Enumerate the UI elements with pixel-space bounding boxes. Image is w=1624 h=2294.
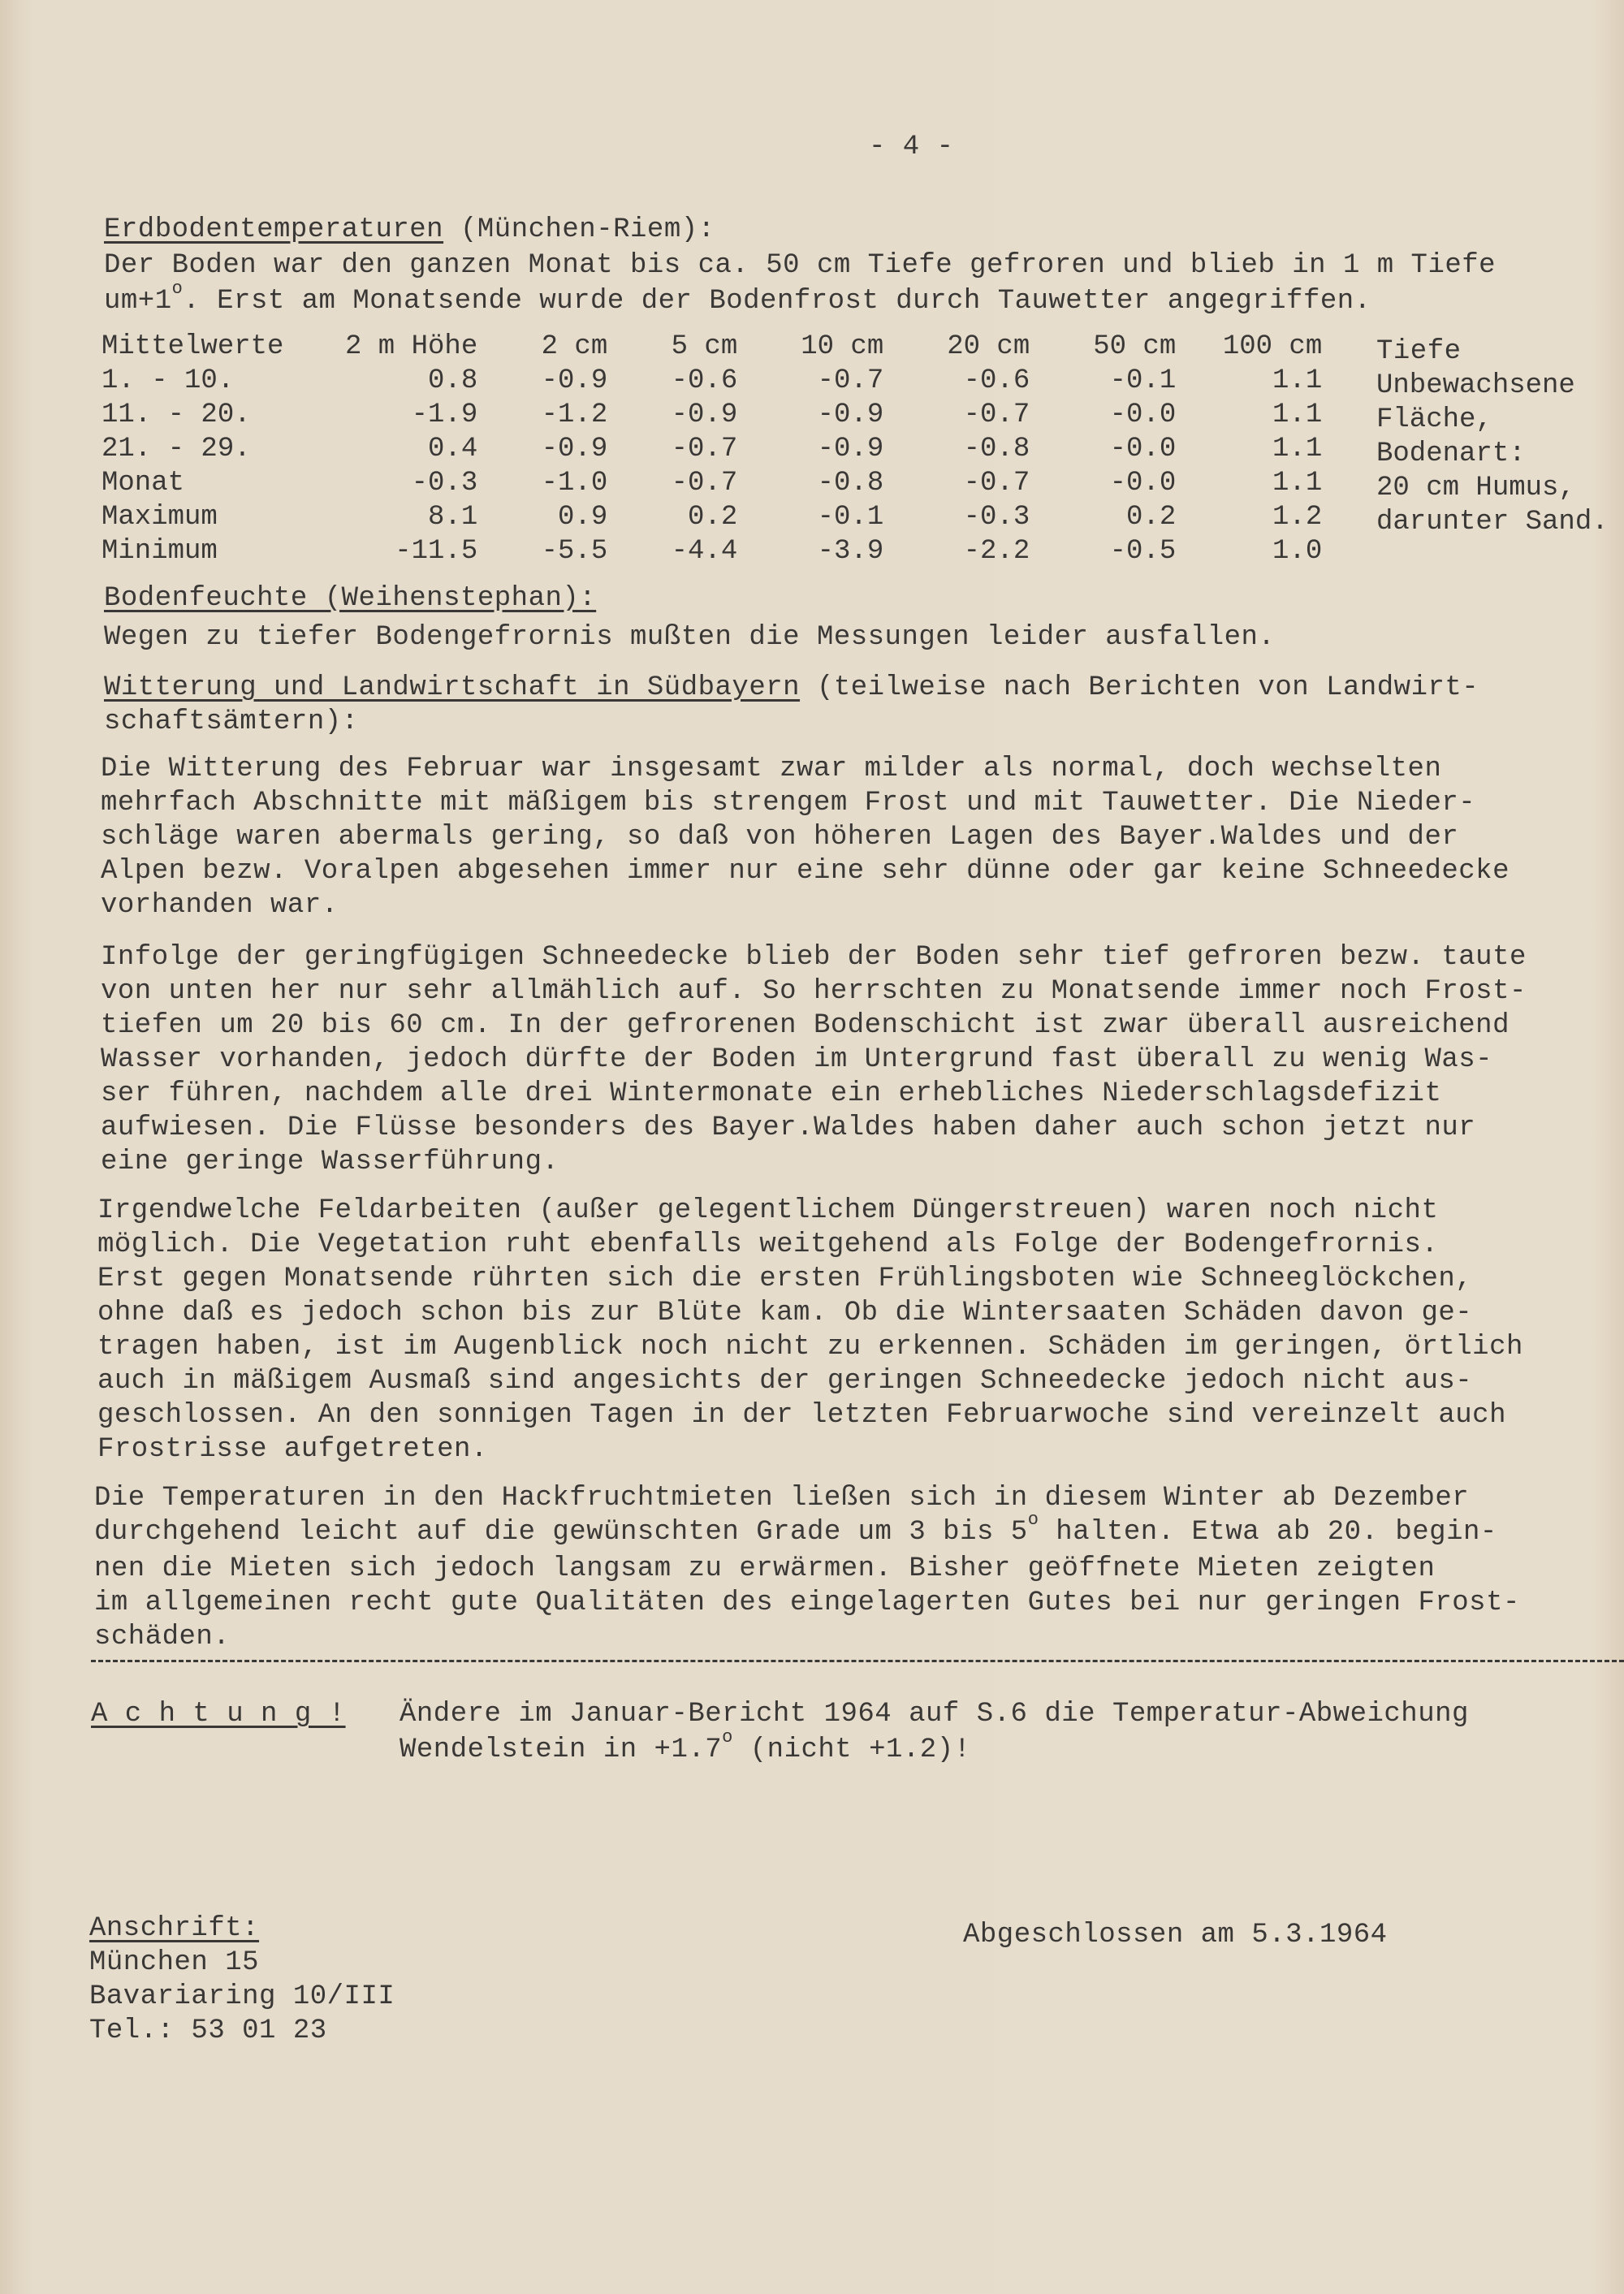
table-cell: -0.1 [1109, 365, 1177, 396]
text-line: tiefen um 20 bis 60 cm. In der gefrorenen Bodenschicht ist zwar überall ausreichend [101, 1010, 1510, 1041]
weather-heading [104, 671, 1479, 705]
table-cell: 0.2 [688, 502, 738, 533]
section-divider [91, 1660, 1624, 1662]
notice-label: A c h t u n g ! [91, 1699, 346, 1730]
text-line: Irgendwelche Feldarbeiten (außer gelegentlichem Düngerstreuen) waren noch nicht [97, 1195, 1439, 1226]
soil-temp-title-suffix: (München-Riem): [460, 214, 715, 245]
text-line: möglich. Die Vegetation ruht ebenfalls weitgehend als Folge der Bodengefrornis. [97, 1229, 1439, 1260]
table-row [102, 400, 1322, 434]
address-label: Anschrift: [89, 1913, 260, 1944]
remark-line: Fläche, [1376, 404, 1492, 435]
table-cell: -0.6 [963, 365, 1030, 396]
soil-temp-heading [104, 213, 715, 247]
row-label: Monat [102, 468, 185, 499]
text-line: Die Temperaturen in den Hackfruchtmieten ließen sich in diesem Winter ab Dezember [94, 1483, 1470, 1514]
table-cell: 0.8 [428, 365, 478, 396]
table-cell: -0.9 [817, 434, 884, 464]
weather-title-suffix: (teilweise nach Berichten von Landwirt- [816, 672, 1479, 703]
table-cell: -1.0 [541, 468, 608, 499]
soil-temp-title: Erdbodentemperaturen [104, 214, 444, 245]
table-cell: 0.4 [428, 434, 478, 464]
table-cell: -3.9 [817, 536, 884, 567]
table-cell: -5.5 [541, 536, 608, 567]
table-cell: -0.3 [963, 502, 1030, 533]
table-header-depth: Tiefe [1376, 336, 1462, 367]
weather-title: Witterung und Landwirtschaft in Südbayern [104, 672, 801, 703]
weather-paragraph-1 [101, 752, 1510, 922]
table-cell: -0.7 [671, 434, 738, 464]
header-cell: 2 m Höhe [345, 331, 478, 362]
table-cell: -0.0 [1109, 400, 1177, 430]
text-line: im allgemeinen recht gute Qualitäten des eingelagerten Gutes bei nur geringen Frost- [94, 1588, 1520, 1618]
intro-2-a: um+1 [104, 286, 172, 317]
table-cell: -0.7 [963, 468, 1030, 499]
table-cell: 1.1 [1272, 365, 1323, 396]
text-line: vorhanden war. [101, 890, 339, 921]
row-label: 21. - 29. [102, 434, 251, 464]
text-line: von unten her nur sehr allmählich auf. So herrschten zu Monatsende immer noch Frost- [101, 976, 1527, 1007]
table-cell: 1.0 [1272, 536, 1323, 567]
text-line: Die Witterung des Februar war insgesamt zwar milder als normal, doch wechselten [101, 754, 1442, 784]
weather-title-line2: schaftsämtern): [104, 706, 359, 737]
header-cell: 100 cm [1222, 331, 1323, 362]
text-line: ser führen, nachdem alle drei Wintermonate ein erhebliches Niederschlagsdefizit [101, 1078, 1442, 1109]
table-cell: -0.9 [541, 434, 608, 464]
row-label: 1. - 10. [102, 365, 235, 396]
text-line: Erst gegen Monatsende rührten sich die ersten Frühlingsboten wie Schneeglöckchen, [97, 1264, 1473, 1294]
table-cell: 1.1 [1272, 400, 1323, 430]
table-cell: -1.2 [541, 400, 608, 430]
text-line: schläge waren abermals gering, so daß von höheren Lagen des Bayer.Waldes und der [101, 822, 1459, 853]
moisture-title: Bodenfeuchte (Weihenstephan): [104, 583, 597, 614]
text-line: auch in mäßigem Ausmaß sind angesichts der geringen Schneedecke jedoch nicht aus- [97, 1366, 1473, 1397]
text-line: eine geringe Wasserführung. [101, 1147, 559, 1177]
notice-line2-b: (nicht +1.2)! [732, 1735, 971, 1765]
closed-date: Abgeschlossen am 5.3.1964 [963, 1920, 1388, 1951]
text-line: tragen haben, ist im Augenblick noch nicht zu erkennen. Schäden im geringen, örtlich [97, 1332, 1523, 1363]
table-cell: 1.1 [1272, 434, 1323, 464]
table-row [102, 468, 1322, 502]
table-row [102, 502, 1322, 536]
soil-temp-intro-1: Der Boden war den ganzen Monat bis ca. 50 cm Tiefe gefroren und blieb in 1 m Tiefe [104, 250, 1497, 281]
text-line: Wasser vorhanden, jedoch dürfte der Boden im Untergrund fast überall zu wenig Was- [101, 1044, 1493, 1075]
para4-line2-b: halten. Etwa ab 20. begin- [1039, 1517, 1497, 1548]
table-cell: -0.7 [963, 400, 1030, 430]
table-cell: -0.8 [817, 468, 884, 499]
degree-sup: o [722, 1727, 733, 1748]
table-cell: -0.1 [817, 502, 884, 533]
table-cell: 1.1 [1272, 468, 1323, 499]
remark-line: Bodenart: [1376, 438, 1526, 469]
notice-line-2 [400, 1727, 971, 1769]
text-line: schäden. [94, 1622, 231, 1652]
table-cell: -0.9 [671, 400, 738, 430]
table-cell: -1.9 [411, 400, 478, 430]
table-cell: -0.8 [963, 434, 1030, 464]
remark-line: 20 cm Humus, [1376, 473, 1575, 503]
row-label: 11. - 20. [102, 400, 251, 430]
table-cell: -2.2 [963, 536, 1030, 567]
table-cell: -11.5 [395, 536, 478, 567]
table-cell: 0.2 [1126, 502, 1177, 533]
table-cell: 1.2 [1272, 502, 1323, 533]
table-row [102, 365, 1322, 400]
text-line: geschlossen. An den sonnigen Tagen in der letzten Februarwoche sind vereinzelt auch [97, 1400, 1506, 1431]
text-line: mehrfach Abschnitte mit mäßigem bis strengem Frost und mit Tauwetter. Die Nieder- [101, 788, 1476, 819]
header-cell: 5 cm [671, 331, 738, 362]
intro-2-b: . Erst am Monatsende wurde der Bodenfrost durch Tauwetter angegriffen. [183, 286, 1371, 317]
table-cell: -0.5 [1109, 536, 1177, 567]
notice-line2-a: Wendelstein in +1.7 [400, 1735, 723, 1765]
table-cell: -0.9 [541, 365, 608, 396]
address-block [89, 1946, 395, 2048]
degree-sup: o [171, 279, 184, 299]
table-cell: -0.7 [817, 365, 884, 396]
text-line: aufwiesen. Die Flüsse besonders des Bayer.Waldes haben daher auch schon jetzt nur [101, 1112, 1476, 1143]
address-line: München 15 [89, 1947, 260, 1978]
table-cell: -0.0 [1109, 468, 1177, 499]
soil-remark [1376, 369, 1609, 539]
header-cell: 2 cm [541, 331, 608, 362]
soil-temp-intro-2 [104, 279, 1371, 321]
text-line [94, 1510, 1520, 1552]
header-cell: Mittelwerte [102, 331, 284, 362]
weather-paragraph-4 [94, 1481, 1520, 1654]
table-header [102, 331, 1322, 365]
table-cell: 8.1 [428, 502, 478, 533]
page-number: - 4 - [869, 132, 954, 162]
header-cell: 10 cm [801, 331, 884, 362]
table-cell: 0.9 [558, 502, 608, 533]
table-cell: -0.9 [817, 400, 884, 430]
para4-line2-a: durchgehend leicht auf die gewünschten Grade um 3 bis 5 [94, 1517, 1028, 1548]
text-line: Infolge der geringfügigen Schneedecke blieb der Boden sehr tief gefroren bezw. taute [101, 942, 1527, 973]
weather-paragraph-2 [101, 940, 1527, 1179]
remark-line: darunter Sand. [1376, 507, 1609, 538]
text-line: ohne daß es jedoch schon bis zur Blüte kam. Ob die Wintersaaten Schäden davon ge- [97, 1298, 1473, 1328]
text-line: Alpen bezw. Voralpen abgesehen immer nur eine sehr dünne oder gar keine Schneedecke [101, 856, 1510, 887]
header-cell: 50 cm [1093, 331, 1177, 362]
weather-paragraph-3 [97, 1194, 1523, 1467]
soil-temp-table [102, 331, 1322, 570]
remark-line: Unbewachsene [1376, 370, 1575, 401]
row-label: Maximum [102, 502, 218, 533]
text-line: Frostrisse aufgetreten. [97, 1434, 488, 1465]
table-cell: -0.0 [1109, 434, 1177, 464]
address-line: Bavariaring 10/III [89, 1981, 395, 2012]
moisture-text: Wegen zu tiefer Bodengefrornis mußten die Messungen leider ausfallen. [104, 622, 1276, 653]
text-line: nen die Mieten sich jedoch langsam zu erwärmen. Bisher geöffnete Mieten zeigten [94, 1553, 1436, 1584]
degree-sup: o [1027, 1510, 1039, 1530]
table-cell: -0.3 [411, 468, 478, 499]
notice-line-1: Ändere im Januar-Bericht 1964 auf S.6 die Temperatur-Abweichung [400, 1699, 1469, 1730]
row-label: Minimum [102, 536, 218, 567]
header-cell: 20 cm [947, 331, 1030, 362]
table-cell: -0.6 [671, 365, 738, 396]
table-row [102, 434, 1322, 468]
table-cell: -0.7 [671, 468, 738, 499]
address-line: Tel.: 53 01 23 [89, 2015, 327, 2046]
table-row [102, 536, 1322, 570]
table-cell: -4.4 [671, 536, 738, 567]
